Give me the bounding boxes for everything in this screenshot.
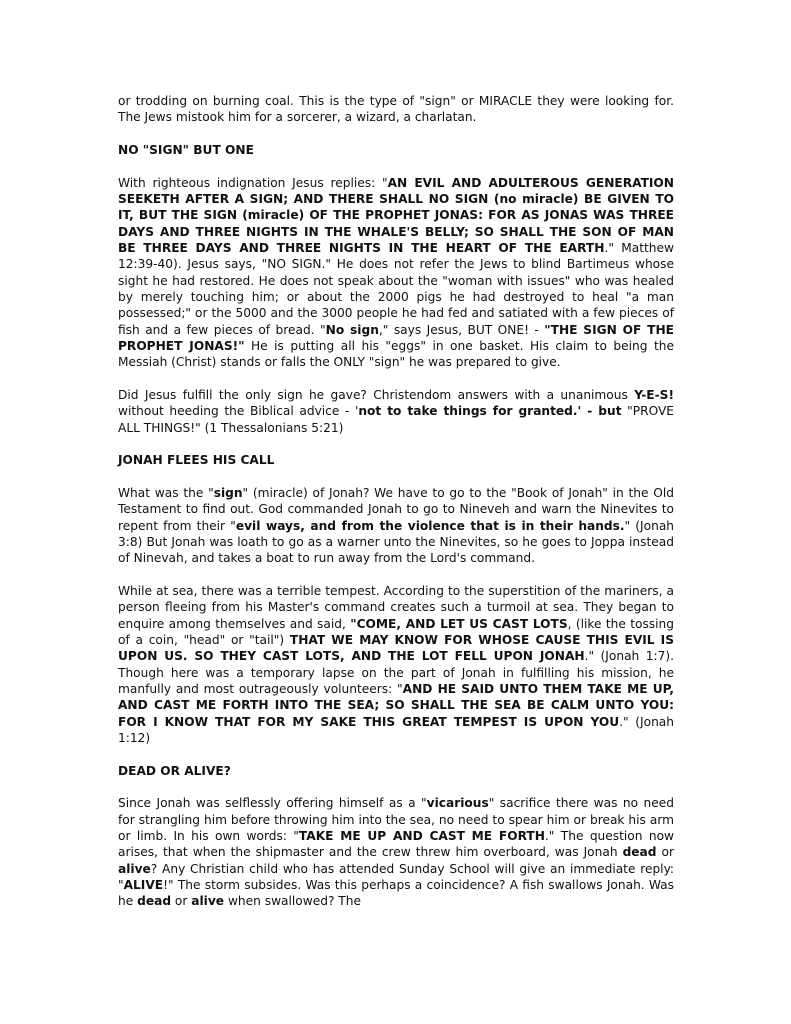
bold-text-run: alive bbox=[191, 894, 225, 909]
bold-text-run: AN EVIL AND ADULTEROUS GENERATION SEEKETH AFTER A SIGN; AND THERE SHALL NO SIGN (no miracle) BE GIVEN TO IT, BUT THE SIGN (miracle) OF THE PROPHET JONAS: FOR AS JONAS WAS THREE DAYS AND THREE NIGHTS IN THE WHALE'S BELLY; SO SHALL THE SON OF MAN BE THREE DAYS AND THREE NIGHTS IN THE HEART OF THE EARTH bbox=[118, 175, 674, 256]
bold-text-run: dead bbox=[622, 845, 657, 860]
paragraph-sign-of-jonah bbox=[118, 485, 674, 566]
text-run: While at sea, there was a terrible tempest. According to the superstition of the mariners, a person fleeing from his Master's command creates such a turmoil at sea. They began to enquire among themselves and said, bbox=[118, 584, 674, 631]
text-run: ," says Jesus, BUT ONE! - bbox=[378, 322, 545, 337]
text-run: when swallowed? The bbox=[224, 894, 361, 909]
text-run: ." Matthew 12:39-40). Jesus says, "NO SIGN." He does not refer the Jews to blind Bartimeus whose sight he had restored. He does not speak about the "woman with issues" who was healed by merely touching him; or about the 2000 pigs he had destroyed to heal "a man possessed;" or the 5000 and the 3000 people he had fed and satiated with a few pieces of fish and a few pieces of bread. " bbox=[118, 241, 674, 337]
bold-text-run: not to take things for granted.' - but bbox=[358, 404, 622, 419]
text-run: " (Jonah 3:8) But Jonah was loath to go as a warner unto the Ninevites, so he goes to Joppa instead of Ninevah, and takes a boat to run away from the Lord's command. bbox=[118, 518, 675, 566]
text-run: or trodding on burning coal. This is the type of "sign" or MIRACLE they were looking for. The Jews mistook him for a sorcerer, a wizard, a charlatan. bbox=[118, 94, 674, 125]
paragraph-intro bbox=[118, 93, 674, 126]
bold-text-run: "THE SIGN OF THE PROPHET JONAS!" bbox=[118, 322, 674, 353]
heading-dead-or-alive: DEAD OR ALIVE? bbox=[118, 763, 231, 778]
text-run: ? Any Christian child who has attended Sunday School will give an immediate reply: " bbox=[118, 861, 674, 892]
text-run: ." (Jonah 1:12) bbox=[118, 714, 675, 745]
bold-text-run: TAKE ME UP AND CAST ME FORTH bbox=[298, 828, 545, 843]
paragraph-jesus-replies bbox=[118, 175, 674, 371]
text-run: ." The question now arises, that when the shipmaster and the crew threw him overboard, was Jonah bbox=[118, 828, 674, 860]
text-run: With righteous indignation Jesus replies: " bbox=[118, 175, 388, 190]
text-run: !" The storm subsides. Was this perhaps a coincidence? A fish swallows Jonah. Was he bbox=[118, 877, 674, 909]
text-run: "PROVE ALL THINGS!" (1 Thessalonians 5:21) bbox=[118, 404, 674, 435]
bold-text-run: dead bbox=[137, 894, 172, 909]
text-run: , (like the tossing of a coin, "head" or "tail") bbox=[118, 616, 674, 648]
text-run: Did Jesus fulfill the only sign he gave? Christendom answers with a unanimous bbox=[118, 387, 635, 402]
text-run: He is putting all his "eggs" in one basket. His claim to being the Messiah (Christ) stands or falls the ONLY "sign" he was prepared to give. bbox=[118, 338, 675, 370]
document-page bbox=[118, 93, 674, 926]
heading-no-sign-but-one: NO "SIGN" BUT ONE bbox=[118, 143, 254, 158]
bold-text-run: No sign bbox=[325, 322, 379, 337]
text-run: " (miracle) of Jonah? We have to go to the "Book of Jonah" in the Old Testament to find out. God commanded Jonah to go to Nineveh and warn the Ninevites to repent from their " bbox=[118, 486, 674, 533]
text-run: Since Jonah was selflessly offering himself as a " bbox=[118, 796, 427, 811]
bold-text-run: evil ways, and from the violence that is in their hands. bbox=[235, 518, 625, 533]
text-run: What was the " bbox=[118, 486, 214, 501]
text-run: " sacrifice there was no need for strangling him before throwing him into the sea, no need to spear him or break his arm or limb. In his own words: " bbox=[118, 796, 674, 843]
bold-text-run: ALIVE bbox=[123, 877, 164, 892]
bold-text-run: alive bbox=[118, 861, 151, 876]
bold-text-run: sign bbox=[213, 486, 243, 501]
bold-text-run: "COME, AND LET US CAST LOTS bbox=[350, 616, 568, 631]
paragraph-tempest-at-sea bbox=[118, 583, 674, 746]
text-run: or bbox=[171, 894, 192, 909]
bold-text-run: vicarious bbox=[426, 796, 489, 811]
heading-jonah-flees-his-call: JONAH FLEES HIS CALL bbox=[118, 453, 275, 468]
bold-text-run: Y-E-S! bbox=[634, 387, 674, 402]
text-run: or bbox=[656, 845, 675, 860]
text-run: ." (Jonah 1:7). Though here was a temporary lapse on the part of Jonah in fulfilling his mission, he manfully and most outrageously volunteers: " bbox=[118, 649, 674, 696]
paragraph-vicarious-sacrifice bbox=[118, 795, 674, 909]
bold-text-run: AND HE SAID UNTO THEM TAKE ME UP, AND CAST ME FORTH INTO THE SEA; SO SHALL THE SEA BE CALM UNTO YOU: FOR I KNOW THAT FOR MY SAKE THIS GREAT TEMPEST IS UPON YOU bbox=[118, 681, 674, 729]
paragraph-did-jesus-fulfill bbox=[118, 387, 674, 436]
bold-text-run: THAT WE MAY KNOW FOR WHOSE CAUSE THIS EVIL IS UPON US. SO THEY CAST LOTS, AND THE LOT FELL UPON JONAH bbox=[118, 633, 674, 664]
text-run: without heeding the Biblical advice - ' bbox=[118, 404, 359, 419]
